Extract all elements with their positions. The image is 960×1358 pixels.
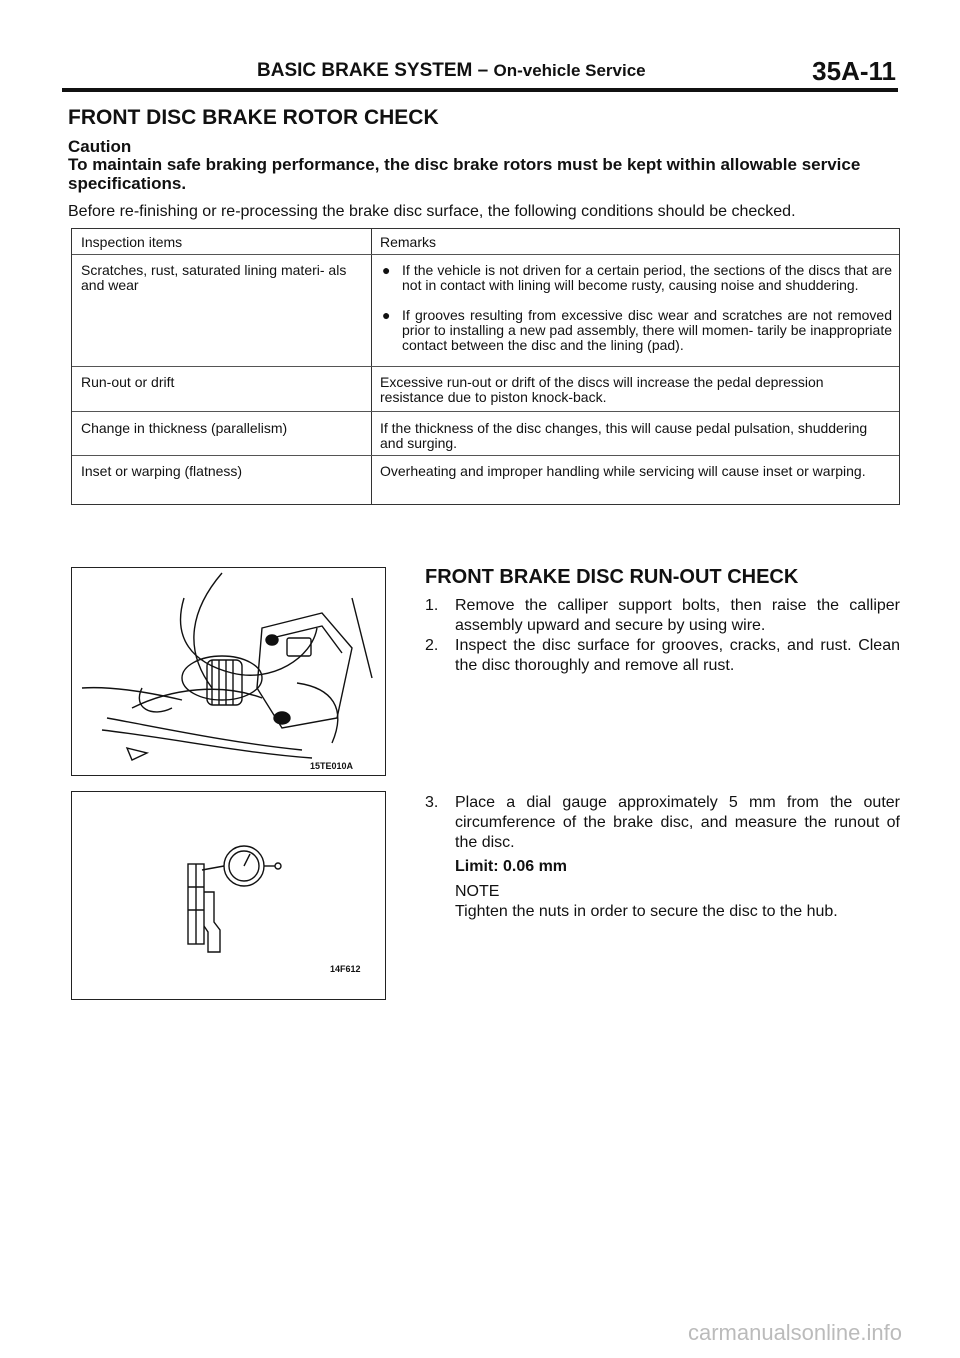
bullet-dot: ● xyxy=(382,307,391,323)
intro-text: Before re-finishing or re-processing the brake disc surface, the following conditions should be checked. xyxy=(68,203,796,220)
bullet-dot: ● xyxy=(382,262,391,278)
figure-caliper xyxy=(71,567,386,776)
table-row-item: Inset or warping (flatness) xyxy=(81,463,243,479)
note-text: Tighten the nuts in order to secure the disc to the hub. xyxy=(455,903,838,920)
section-title: FRONT DISC BRAKE ROTOR CHECK xyxy=(68,106,439,129)
table-row-divider xyxy=(72,366,899,367)
table-row-divider xyxy=(72,411,899,412)
table-row-item: Change in thickness (parallelism) xyxy=(81,420,288,436)
table-header-items: Inspection items xyxy=(81,234,183,250)
table-row-divider xyxy=(72,455,899,456)
header-title: BASIC BRAKE SYSTEM – On-vehicle Service xyxy=(257,60,646,81)
caution-heading: Caution xyxy=(68,137,132,156)
footer-watermark: carmanualsonline.info xyxy=(687,1320,902,1345)
note-heading: NOTE xyxy=(455,883,500,900)
header-subtitle: On-vehicle Service xyxy=(493,61,646,80)
table-row-remark: Excessive run-out or drift of the discs will increase the pedal depression resistance due to piston knock-back. xyxy=(380,374,824,405)
brake-caliper-illustration xyxy=(72,568,385,775)
table-row-remark: If grooves resulting from excessive disc wear and scratches are not removed prior to installing a new pad assembly, there will momen- tarily be inappropriate contact between the disc and the lining (pad). xyxy=(402,307,892,353)
caution-text: To maintain safe braking performance, the disc brake rotors must be kept within allowable service specifications. xyxy=(68,155,861,193)
table-header-remarks: Remarks xyxy=(380,234,437,250)
page-header xyxy=(62,56,898,86)
inspection-table xyxy=(71,228,900,505)
limit-spec: Limit: 0.06 mm xyxy=(455,858,568,875)
figure-code: 14F612 xyxy=(330,964,361,974)
header-rule xyxy=(62,88,898,92)
table-row-remark: If the vehicle is not driven for a certain period, the sections of the discs that are not in contact with lining will become rusty, causing noise and shuddering. xyxy=(402,262,892,293)
table-row-item: Run-out or drift xyxy=(81,374,175,390)
figure-dial-gauge xyxy=(71,791,386,1000)
page-number: 35A-11 xyxy=(812,56,896,86)
runout-title: FRONT BRAKE DISC RUN-OUT CHECK xyxy=(425,566,799,588)
table-row-item: Scratches, rust, saturated lining materi- als and wear xyxy=(81,262,347,293)
table-row-remark: If the thickness of the disc changes, this will cause pedal pulsation, shuddering and surging. xyxy=(380,420,868,451)
figure-code: 15TE010A xyxy=(310,761,354,771)
table-row-divider xyxy=(72,254,899,255)
table-row-remark: Overheating and improper handling while servicing will cause inset or warping. xyxy=(380,463,866,479)
